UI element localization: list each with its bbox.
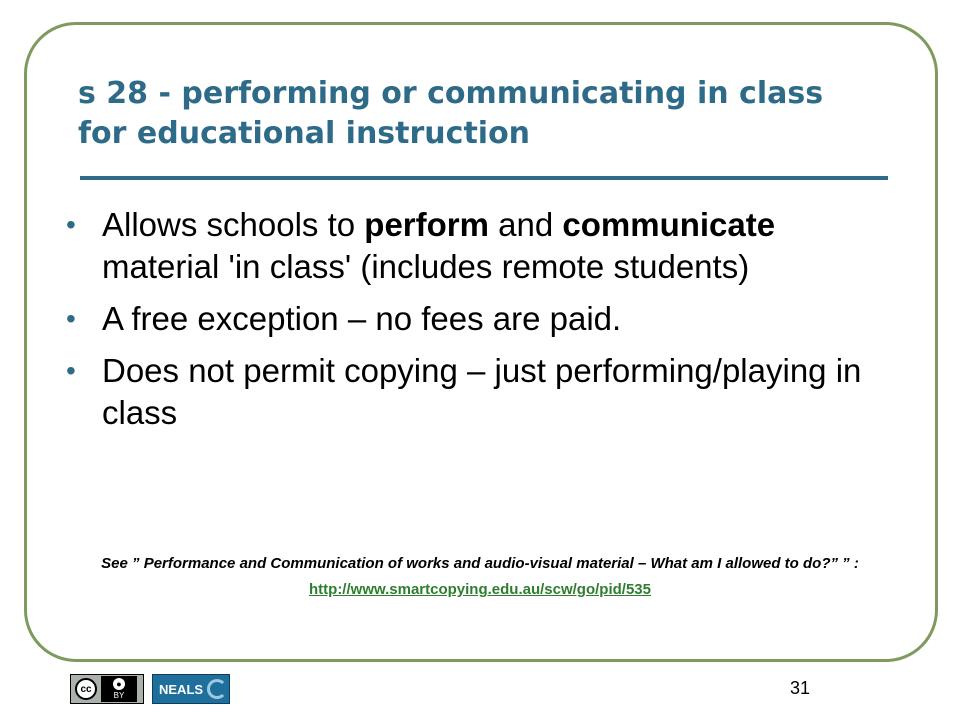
bullet-text-2: A free exception – no fees are paid. xyxy=(102,300,622,337)
bullet-item xyxy=(66,350,886,434)
bullet-list xyxy=(66,204,886,444)
creative-commons-logo[interactable] xyxy=(70,674,144,704)
by-label: BY xyxy=(113,691,125,700)
reference-link[interactable]: http://www.smartcopying.edu.au/scw/go/pid/535 xyxy=(309,581,651,598)
reference-note xyxy=(60,553,900,601)
footer-logos xyxy=(70,674,230,706)
bullet-text-1: Allows schools to perform and communicate material 'in class' (includes remote students) xyxy=(102,206,776,285)
bullet-item xyxy=(66,298,886,340)
page-number: 31 xyxy=(790,678,811,698)
bullet-text-3: Does not permit copying – just performing/playing in class xyxy=(102,352,862,431)
neals-label: NEALS xyxy=(159,681,204,697)
neals-logo[interactable] xyxy=(152,674,230,704)
person-icon: ● xyxy=(113,678,125,690)
slide-title: s 28 - performing or communicating in class for educational instruction xyxy=(78,76,824,151)
neals-mark-icon xyxy=(207,679,227,699)
bullet-dot-icon: • xyxy=(66,355,76,386)
reference-note-text: See ” Performance and Communication of works and audio-visual material – What am I allowed to do?” ” : xyxy=(101,555,859,572)
cc-icon: cc xyxy=(75,678,97,700)
bullet-dot-icon: • xyxy=(66,209,76,240)
bullet-dot-icon: • xyxy=(66,303,76,334)
by-icon xyxy=(101,676,137,702)
title-underline xyxy=(80,176,888,180)
bullet-item xyxy=(66,204,886,288)
